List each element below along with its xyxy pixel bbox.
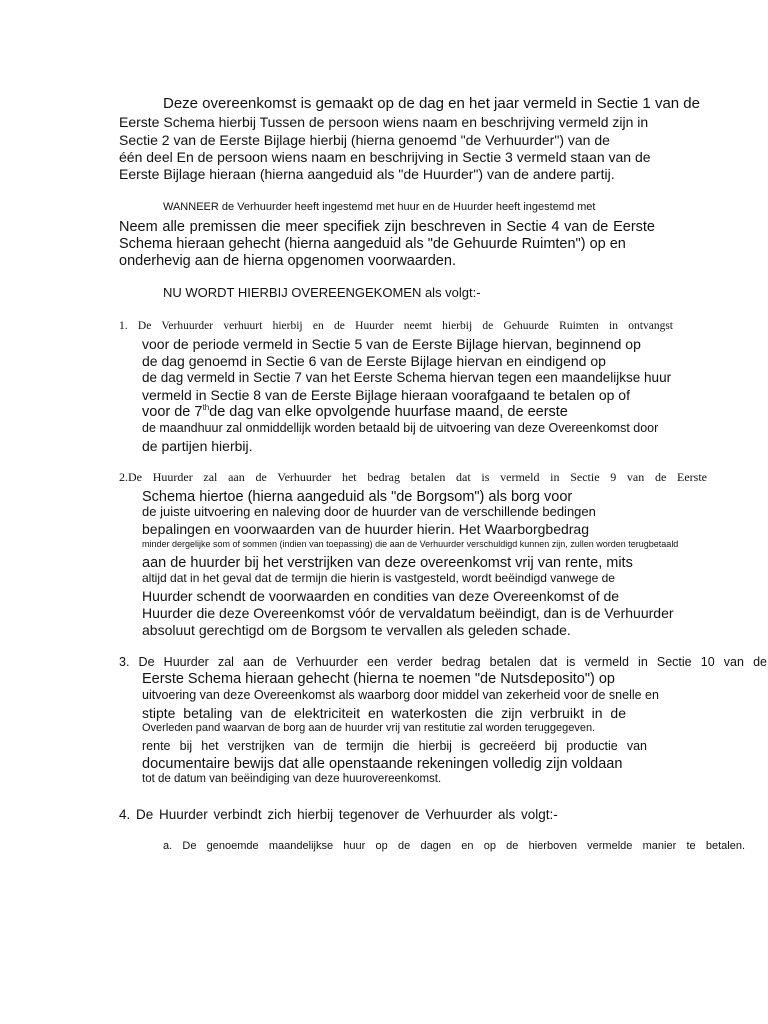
premises-line-3: onderhevig aan de hierna opgenomen voorwaarden. [119,253,456,269]
intro-line-1: Deze overeenkomst is gemaakt op de dag en het jaar vermeld in Sectie 1 van de [163,95,700,112]
clause-2-line-7: altijd dat in het geval dat de termijn die hierin is vastgesteld, wordt beëindigd vanwege de [142,571,615,585]
intro-line-5: Eerste Bijlage hieraan (hierna aangeduid als "de Huurder") van de andere partij. [119,166,615,182]
clause-3-line-8: tot de datum van beëindiging van deze huurovereenkomst. [142,773,442,785]
clause-1-line-1: 1. De Verhuurder verhuurt hierbij en de Huurder neemt hierbij de Gehuurde Ruimten in ontvangst [119,320,673,332]
ordinal-suffix: th [202,403,210,413]
clause-1-line-7: de maandhuur zal onmiddellijk worden betaald bij de uitvoering van deze Overeenkomst door [142,421,659,435]
intro-line-2: Eerste Schema hierbij Tussen de persoon wiens naam en beschrijving vermeld zijn in [119,114,649,130]
clause-2-line-3: de juiste uitvoering en naleving door de huurder van de verschillende bedingen [142,504,596,519]
clause-1-line-3: de dag genoemd in Sectie 6 van de Eerste Bijlage hiervan en eindigend op [142,353,606,369]
clause-2-line-10: absoluut gerechtigd om de Borgsom te vervallen als geleden schade. [142,622,571,638]
intro-line-3: Sectie 2 van de Eerste Bijlage hierbij (hierna genoemd "de Verhuurder") van de [119,132,610,148]
clause-3-line-6: rente bij het verstrijken van de termijn die hierbij is gecreëerd bij productie van [142,739,647,753]
clause-2-line-4: bepalingen en voorwaarden van de huurder hierin. Het Waarborgbedrag [142,521,589,537]
clause-2-line-2: Schema hiertoe (hierna aangeduid als "de Borgsom") als borg voor [142,489,573,505]
clause-1-line-8: de partijen hierbij. [142,438,253,454]
premises-line-2: Schema hieraan gehecht (hierna aangeduid als "de Gehuurde Ruimten") op en [119,236,626,252]
clause-1-line-6-end: de dag van elke opvolgende huurfase maand, de eerste [209,404,568,420]
clause-4-heading: 4. De Huurder verbindt zich hierbij tegenover de Verhuurder als volgt:- [119,807,558,822]
clause-4-item-a: a. De genoemde maandelijkse huur op de dagen en op de hierboven vermelde manier te betalen. [163,840,745,852]
clause-2-line-8: Huurder schendt de voorwaarden en condities van deze Overeenkomst of de [142,588,620,604]
premises-line-1: Neem alle premissen die meer specifiek zijn beschreven in Sectie 4 van de Eerste [119,219,655,235]
clause-1-line-6-start: voor de 7 [142,404,203,420]
clause-1-line-6 [142,404,568,421]
whereas-line: WANNEER de Verhuurder heeft ingestemd met huur en de Huurder heeft ingestemd met [163,201,596,213]
clause-3-line-4: stipte betaling van de elektriciteit en waterkosten die zijn verbruikt in de [142,705,626,721]
clause-1-line-4: de dag vermeld in Sectie 7 van het Eerste Schema hiervan tegen een maandelijkse huur [142,370,672,385]
intro-line-4: één deel En de persoon wiens naam en beschrijving in Sectie 3 vermeld staan van de [119,149,651,165]
clause-3-line-1: 3. De Huurder zal aan de Verhuurder een verder bedrag betalen dat is vermeld in Sectie 10 van de [119,655,767,669]
clause-1-line-5: vermeld in Sectie 8 van de Eerste Bijlage hieraan voorafgaand te betalen op of [142,387,630,403]
clause-2-line-6: aan de huurder bij het verstrijken van deze overeenkomst vrij van rente, mits [142,555,633,571]
agreed-heading: NU WORDT HIERBIJ OVEREENGEKOMEN als volgt:- [163,285,481,300]
clause-3-line-7: documentaire bewijs dat alle openstaande rekeningen volledig zijn voldaan [142,756,623,772]
clause-1-line-2: voor de periode vermeld in Sectie 5 van de Eerste Bijlage hiervan, beginnend op [142,336,641,352]
clause-3-line-5: Overleden pand waarvan de borg aan de huurder vrij van restitutie zal worden teruggegeven. [142,722,596,734]
clause-2-line-9: Huurder die deze Overeenkomst vóór de vervaldatum beëindigt, dan is de Verhuurder [142,605,674,621]
clause-3-line-3: uitvoering van deze Overeenkomst als waarborg door middel van zekerheid voor de snelle en [142,688,659,702]
clause-2-line-5: minder dergelijke som of sommen (indien van toepassing) die aan de Verhuurder verschuldigd kunnen zijn, zullen worden terugbetaald [142,539,679,549]
clause-2-line-1: 2.De Huurder zal aan de Verhuurder het bedrag betalen dat is vermeld in Sectie 9 van de Eerste [119,470,707,484]
clause-3-line-2: Eerste Schema hieraan gehecht (hierna te noemen "de Nutsdeposito") op [142,671,615,687]
